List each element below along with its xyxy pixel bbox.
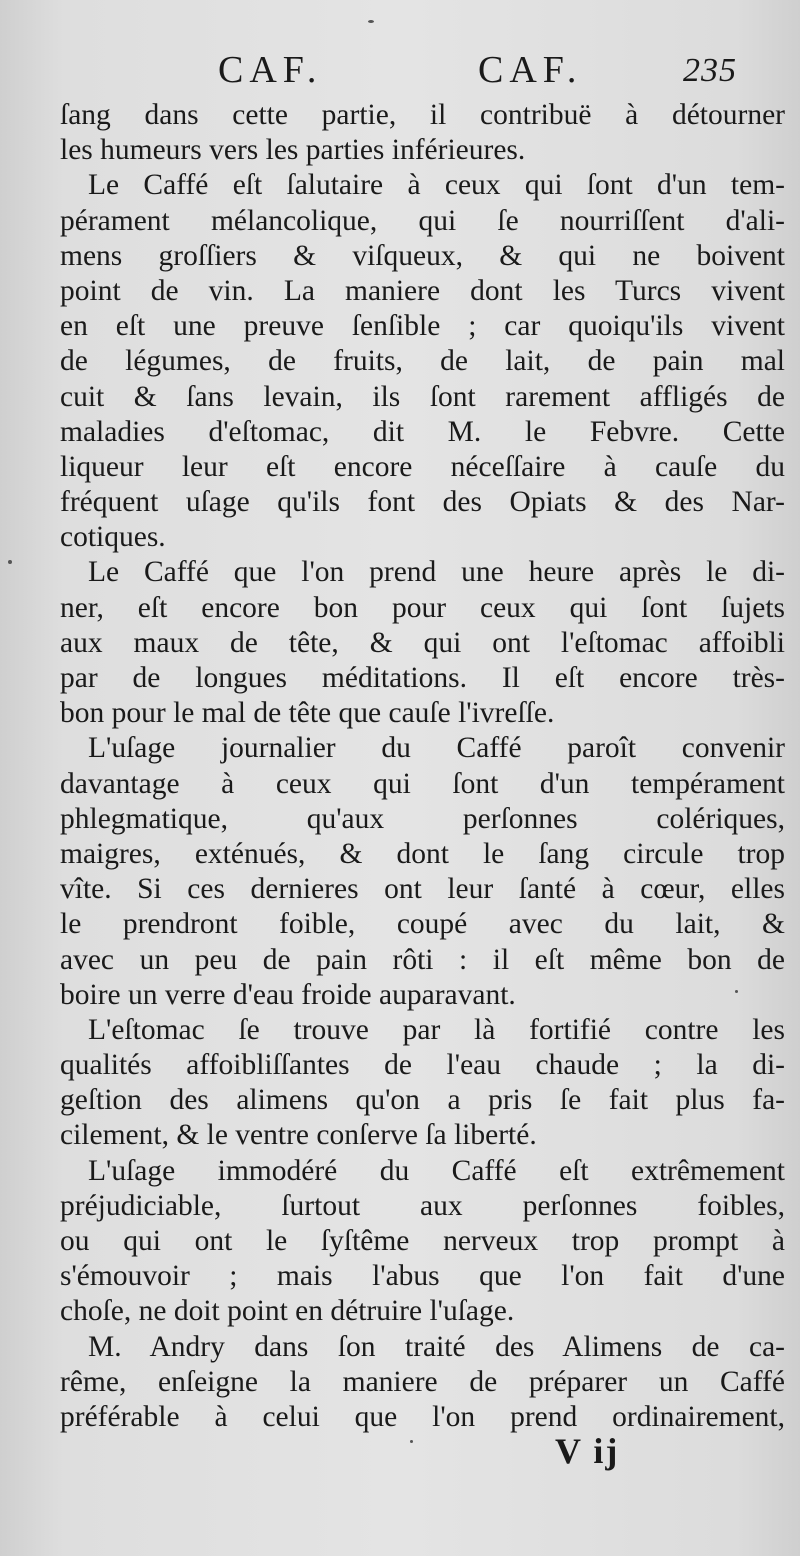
text-line: L'uſage journalier du Caffé paroît convenir [88,732,785,765]
page-number: 235 [683,52,737,89]
text-line: qualités affoibliſſantes de l'eau chaude ; la di- [60,1049,785,1082]
text-line: s'émouvoir ; mais l'abus que l'on fait d'une [60,1260,785,1293]
text-line: Le Caffé eſt ſalutaire à ceux qui ſont d'un tem- [88,169,785,202]
text-line: préjudiciable, ſurtout aux perſonnes foibles, [60,1189,785,1222]
text-line: de légumes, de fruits, de lait, de pain mal [60,345,785,378]
text-line: aux maux de tête, & qui ont l'eſtomac affoibli [60,626,785,659]
text-line: préférable à celui que l'on prend ordinairement, [60,1400,785,1433]
text-line: Le Caffé que l'on prend une heure après le di- [88,556,785,589]
running-header [0,48,800,98]
ink-speck [410,1440,413,1443]
text-line: cotiques. [60,521,166,554]
text-line: choſe, ne doit point en détruire l'uſage. [60,1295,515,1328]
text-line: vîte. Si ces dernieres ont leur ſanté à cœur, elles [60,873,785,906]
text-line: en eſt une preuve ſenſible ; car quoiqu'ils vivent [60,310,785,343]
text-line: ſang dans cette partie, il contribuë à détourner [60,99,785,131]
text-line: phlegmatique, qu'aux perſonnes colériques, [60,802,785,835]
text-line: cuit & ſans levain, ils ſont rarement affligés de [60,380,785,413]
text-line: L'eſtomac ſe trouve par là fortifié contre les [88,1013,785,1046]
text-line: bon pour le mal de tête que cauſe l'ivreſſe. [60,697,555,730]
text-line: fréquent uſage qu'ils font des Opiats & des Nar- [60,486,785,519]
text-line: rême, enſeigne la maniere de préparer un Caffé [60,1365,785,1398]
text-line: ner, eſt encore bon pour ceux qui ſont ſujets [60,591,785,624]
text-line: cilement, & le ventre conſerve ſa liberté. [60,1119,537,1152]
text-line: boire un verre d'eau froide auparavant. [60,978,516,1011]
text-line: pérament mélancolique, qui ſe nourriſſent d'ali- [60,204,785,237]
text-line: par de longues méditations. Il eſt encore très- [60,662,785,694]
text-line: mens groſſiers & viſqueux, & qui ne boivent [60,239,785,272]
header-right-title: CAF. [478,49,583,91]
text-line: davantage à ceux qui ſont d'un tempérament [60,767,785,800]
text-line: liqueur leur eſt encore néceſſaire à cauſe du [60,450,785,483]
header-left-title: CAF. [218,49,323,91]
text-line: le prendront foible, coupé avec du lait, & [60,908,785,941]
text-line: point de vin. La maniere dont les Turcs vivent [60,274,785,307]
text-line: avec un peu de pain rôti : il eſt même bon de [60,943,785,976]
signature-mark: V ij [555,1431,620,1471]
ink-speck [8,560,12,564]
ink-speck [735,990,738,993]
ink-speck [368,20,374,23]
text-line: L'uſage immodéré du Caffé eſt extrêmement [88,1154,785,1187]
body-text [60,98,785,1435]
text-line: les humeurs vers les parties inférieures. [60,134,526,167]
text-line: maigres, exténués, & dont le ſang circule trop [60,837,785,870]
text-line: maladies d'eſtomac, dit M. le Febvre. Cette [60,415,785,448]
text-line: M. Andry dans ſon traité des Alimens de ca- [88,1330,785,1363]
text-line: geſtion des alimens qu'on a pris ſe fait plus fa- [60,1084,785,1117]
text-line: ou qui ont le ſyſtême nerveux trop prompt à [60,1225,785,1257]
